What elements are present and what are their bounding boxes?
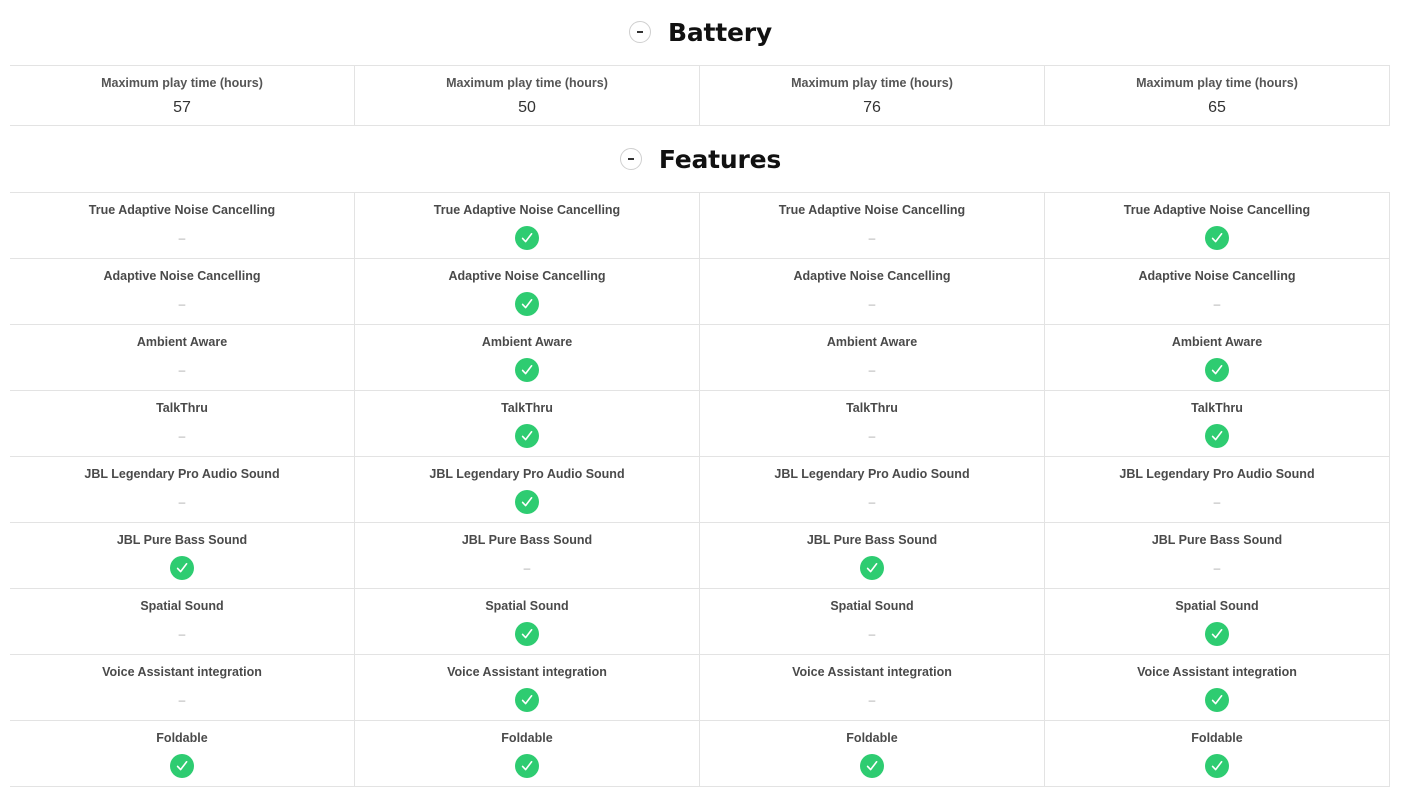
feature-status [179,622,186,646]
feature-cell [1045,655,1390,721]
features-grid [10,192,1390,787]
minus-icon [637,31,643,33]
features-section-title: Features [658,144,782,174]
dash-icon: – [868,297,876,311]
feature-label: Foldable [846,731,898,745]
check-icon [1205,226,1229,250]
check-icon [515,688,539,712]
feature-status [1214,292,1221,316]
feature-label: JBL Pure Bass Sound [806,533,938,547]
feature-status [869,292,876,316]
feature-cell [1045,523,1390,589]
battery-value: 57 [173,99,191,116]
feature-status [1205,358,1229,382]
dash-icon: – [178,627,186,641]
feature-label: Voice Assistant integration [1137,665,1297,679]
check-icon [515,226,539,250]
feature-cell [10,325,355,391]
dash-icon: – [178,693,186,707]
battery-cell [1045,66,1390,126]
feature-cell [700,523,1045,589]
check-icon [1205,424,1229,448]
check-icon [1205,754,1229,778]
dash-icon: – [1213,495,1221,509]
feature-cell [700,325,1045,391]
feature-cell [10,721,355,787]
feature-status [1205,688,1229,712]
battery-section-title: Battery [667,17,772,47]
feature-status [1205,226,1229,250]
feature-label: Adaptive Noise Cancelling [103,269,261,283]
battery-value: 50 [518,99,536,116]
feature-status [524,556,531,580]
dash-icon: – [523,561,531,575]
feature-status [869,688,876,712]
feature-cell [1045,193,1390,259]
battery-grid [10,65,1390,126]
check-icon [170,556,194,580]
feature-status [179,688,186,712]
battery-value: 65 [1208,99,1226,116]
feature-label: Foldable [156,731,208,745]
feature-label: Voice Assistant integration [447,665,607,679]
check-icon [1205,622,1229,646]
feature-label: True Adaptive Noise Cancelling [1123,203,1311,217]
feature-status [170,556,194,580]
dash-icon: – [178,429,186,443]
feature-label: Foldable [1191,731,1243,745]
feature-status [1214,490,1221,514]
feature-label: Ambient Aware [136,335,228,349]
dash-icon: – [868,693,876,707]
dash-icon: – [178,495,186,509]
feature-cell [10,589,355,655]
feature-label: True Adaptive Noise Cancelling [778,203,966,217]
feature-label: TalkThru [156,401,208,415]
feature-cell [355,721,700,787]
battery-value: 76 [863,99,881,116]
check-icon [515,622,539,646]
feature-cell [700,193,1045,259]
feature-label: JBL Legendary Pro Audio Sound [774,467,970,481]
feature-cell [1045,589,1390,655]
check-icon [515,754,539,778]
battery-label: Maximum play time (hours) [446,76,608,90]
dash-icon: – [868,231,876,245]
dash-icon: – [868,429,876,443]
feature-status [179,490,186,514]
feature-label: JBL Pure Bass Sound [1151,533,1283,547]
dash-icon: – [178,231,186,245]
minus-icon [628,158,634,160]
battery-label: Maximum play time (hours) [791,76,953,90]
check-icon [860,754,884,778]
feature-cell [1045,259,1390,325]
feature-label: JBL Legendary Pro Audio Sound [1119,467,1315,481]
feature-label: JBL Legendary Pro Audio Sound [429,467,625,481]
feature-cell [700,259,1045,325]
feature-status [1205,622,1229,646]
feature-cell [10,259,355,325]
check-icon [1205,688,1229,712]
battery-cell [10,66,355,126]
feature-cell [1045,457,1390,523]
feature-label: Spatial Sound [485,599,569,613]
battery-label: Maximum play time (hours) [1136,76,1298,90]
feature-label: Adaptive Noise Cancelling [1138,269,1296,283]
feature-status [179,226,186,250]
feature-status [515,754,539,778]
feature-label: JBL Pure Bass Sound [116,533,248,547]
feature-status [170,754,194,778]
feature-label: Voice Assistant integration [792,665,952,679]
feature-label: TalkThru [501,401,553,415]
battery-label: Maximum play time (hours) [101,76,263,90]
feature-status [869,358,876,382]
feature-status [515,622,539,646]
check-icon [515,424,539,448]
feature-status [869,490,876,514]
feature-status [179,358,186,382]
feature-label: TalkThru [846,401,898,415]
feature-cell [355,655,700,721]
feature-cell [355,391,700,457]
dash-icon: – [868,495,876,509]
features-section-header [0,139,1401,179]
dash-icon: – [868,363,876,377]
check-icon [170,754,194,778]
feature-status [515,226,539,250]
dash-icon: – [178,297,186,311]
feature-cell [355,325,700,391]
check-icon [515,358,539,382]
feature-label: TalkThru [1191,401,1243,415]
feature-cell [1045,721,1390,787]
feature-label: JBL Legendary Pro Audio Sound [84,467,280,481]
dash-icon: – [1213,561,1221,575]
feature-status [179,292,186,316]
feature-label: Ambient Aware [826,335,918,349]
feature-status [869,622,876,646]
feature-status [179,424,186,448]
feature-label: Ambient Aware [481,335,573,349]
features-collapse-button[interactable] [620,148,642,170]
feature-cell [10,457,355,523]
feature-cell [700,721,1045,787]
feature-status [515,292,539,316]
dash-icon: – [868,627,876,641]
feature-status [1214,556,1221,580]
feature-status [869,424,876,448]
feature-label: Adaptive Noise Cancelling [448,269,606,283]
feature-cell [700,457,1045,523]
dash-icon: – [178,363,186,377]
feature-cell [355,523,700,589]
battery-cell [700,66,1045,126]
check-icon [515,292,539,316]
feature-cell [1045,391,1390,457]
feature-label: Voice Assistant integration [102,665,262,679]
feature-cell [355,457,700,523]
battery-section-header [0,12,1401,52]
feature-label: Ambient Aware [1171,335,1263,349]
feature-label: True Adaptive Noise Cancelling [88,203,276,217]
feature-label: Foldable [501,731,553,745]
feature-label: Spatial Sound [1175,599,1259,613]
feature-status [860,556,884,580]
dash-icon: – [1213,297,1221,311]
feature-label: Adaptive Noise Cancelling [793,269,951,283]
feature-cell [10,523,355,589]
feature-status [869,226,876,250]
feature-cell [1045,325,1390,391]
feature-cell [700,655,1045,721]
feature-cell [10,655,355,721]
battery-collapse-button[interactable] [629,21,651,43]
feature-cell [355,589,700,655]
feature-label: JBL Pure Bass Sound [461,533,593,547]
feature-cell [700,589,1045,655]
feature-cell [355,259,700,325]
feature-status [515,358,539,382]
feature-label: Spatial Sound [140,599,224,613]
feature-label: True Adaptive Noise Cancelling [433,203,621,217]
feature-status [1205,424,1229,448]
check-icon [860,556,884,580]
feature-cell [700,391,1045,457]
feature-status [1205,754,1229,778]
feature-cell [10,193,355,259]
check-icon [1205,358,1229,382]
feature-cell [355,193,700,259]
feature-status [515,688,539,712]
feature-status [515,424,539,448]
feature-status [860,754,884,778]
feature-status [515,490,539,514]
battery-cell [355,66,700,126]
check-icon [515,490,539,514]
feature-cell [10,391,355,457]
feature-label: Spatial Sound [830,599,914,613]
